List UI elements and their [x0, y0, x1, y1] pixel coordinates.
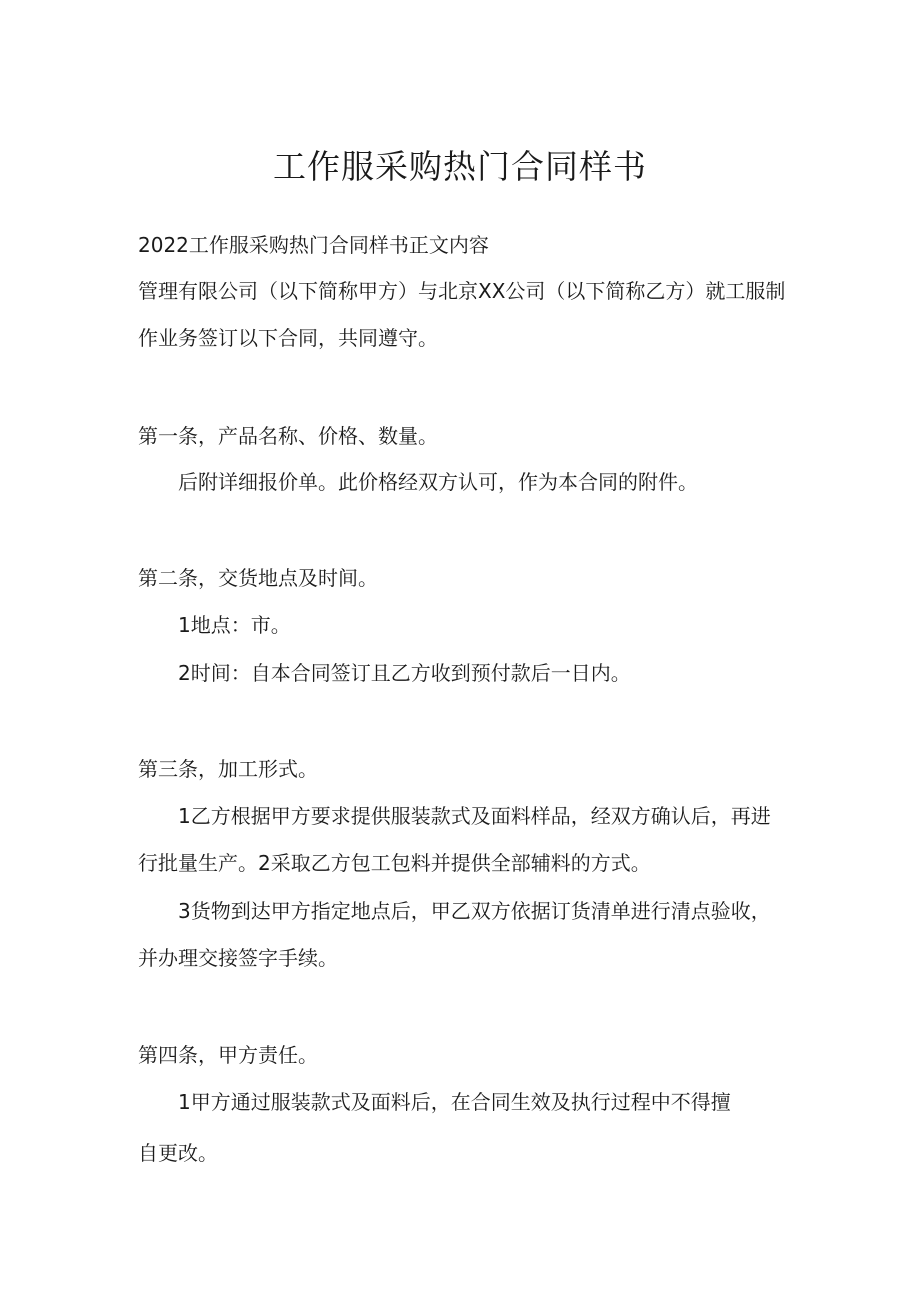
article-3-item-1-line-2: 行批量生产。2采取乙方包工包料并提供全部辅料的方式。 [138, 851, 651, 875]
article-2-item-1: 1地点：市。 [178, 613, 291, 637]
intro-line-2: 作业务签订以下合同，共同遵守。 [138, 326, 438, 350]
article-3-item-3-line-1: 3货物到达甲方指定地点后，甲乙双方依据订货清单进行清点验收， [178, 899, 771, 923]
article-4-item-1-line-1: 1甲方通过服装款式及面料后，在合同生效及执行过程中不得擅 [178, 1090, 731, 1114]
article-3-item-3-line-2: 并办理交接签字手续。 [138, 946, 338, 970]
article-2-item-2: 2时间：自本合同签订且乙方收到预付款后一日内。 [178, 661, 631, 685]
document-title: 工作服采购热门合同样书 [273, 147, 647, 186]
article-3-item-1-line-1: 1乙方根据甲方要求提供服装款式及面料样品，经双方确认后，再进 [178, 804, 771, 828]
article-2-heading: 第二条，交货地点及时间。 [138, 566, 378, 590]
subtitle-line: 2022工作服采购热门合同样书正文内容 [138, 233, 489, 257]
article-4-item-1-line-2: 自更改。 [138, 1141, 218, 1165]
article-4-heading: 第四条，甲方责任。 [138, 1043, 318, 1067]
intro-line-1: 管理有限公司（以下简称甲方）与北京XX公司（以下简称乙方）就工服制 [138, 279, 786, 303]
article-1-body: 后附详细报价单。此价格经双方认可，作为本合同的附件。 [178, 470, 698, 494]
article-1-heading: 第一条，产品名称、价格、数量。 [138, 424, 438, 448]
article-3-heading: 第三条，加工形式。 [138, 757, 318, 781]
